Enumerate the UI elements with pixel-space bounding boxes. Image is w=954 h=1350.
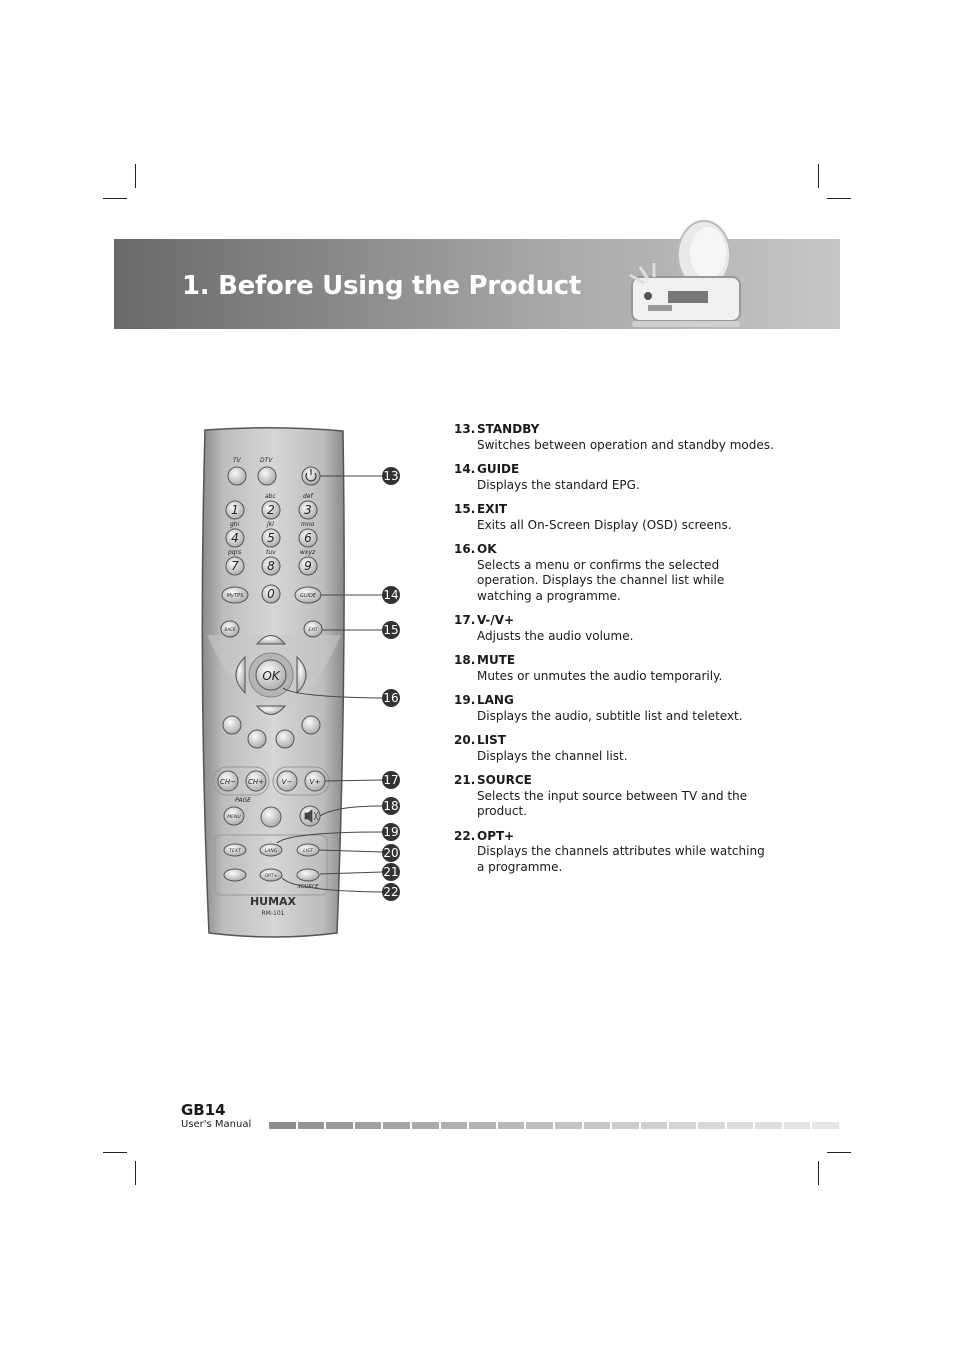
key-4: 4 (231, 531, 239, 545)
crop-mark (103, 198, 127, 199)
manual-label: User's Manual (181, 1119, 252, 1130)
item-description: Displays the audio, subtitle list and teletext. (477, 708, 743, 723)
list-item (454, 693, 774, 724)
item-title: OK (477, 542, 497, 556)
opt-key-label: OPT+ (264, 874, 278, 879)
key-ghi-label: ghi (230, 521, 240, 528)
item-title: GUIDE (477, 462, 520, 476)
item-number: 18. (454, 653, 476, 667)
key-1: 1 (231, 503, 239, 517)
item-description: Mutes or unmutes the audio temporarily. (477, 668, 723, 683)
ch-minus-key-label: CH− (219, 778, 237, 786)
list-key-label: LIST (303, 849, 313, 854)
item-description: Selects a menu or confirms the selected operation. Displays the channel list while watching a programme. (477, 557, 725, 603)
list-item (454, 422, 774, 453)
item-number: 19. (454, 693, 476, 707)
tv-key-label: TV (233, 457, 241, 464)
crop-mark (827, 198, 851, 199)
model-label: RM-101 (261, 910, 285, 917)
key-jkl-label: jkl (267, 521, 274, 528)
item-description: Selects the input source between TV and the product. (477, 788, 748, 818)
mytps-key-label: MyTPS (226, 593, 244, 599)
item-number: 21. (454, 773, 476, 787)
key-0: 0 (267, 587, 275, 601)
menu-key-label: MENU (227, 815, 241, 820)
callout-22: 22 (383, 885, 399, 899)
key-7: 7 (231, 559, 239, 573)
item-number: 16. (454, 542, 476, 556)
ok-key-label: OK (262, 669, 280, 683)
footer-gradient-bar (269, 1122, 839, 1129)
key-tuv-label: tuv (266, 549, 276, 556)
info-icon (261, 807, 281, 827)
list-item (454, 462, 774, 493)
item-description: Switches between operation and standby modes. (477, 437, 774, 452)
list-item (454, 542, 774, 604)
key-6: 6 (304, 531, 312, 545)
item-title: SOURCE (477, 773, 532, 787)
item-title: LIST (477, 733, 506, 747)
key-3: 3 (304, 503, 312, 517)
item-title: V-/V+ (477, 613, 515, 627)
brand-logo: HUMAX (249, 895, 297, 908)
source-key-label: SOURCE (297, 884, 319, 890)
list-item (454, 613, 774, 644)
callout-18: 18 (383, 799, 399, 813)
crop-mark (818, 164, 819, 188)
item-number: 14. (454, 462, 476, 476)
button-description-list (454, 422, 774, 884)
key-abc-label: abc (265, 493, 276, 500)
item-number: 17. (454, 613, 476, 627)
callout-17: 17 (383, 773, 399, 787)
lang-key-label: LANG (264, 849, 278, 854)
list-item (454, 773, 774, 820)
key-2: 2 (267, 503, 275, 517)
page-key-label: PAGE (235, 797, 251, 804)
callout-13: 13 (383, 469, 399, 483)
remote-control-illustration (195, 425, 415, 950)
item-title: LANG (477, 693, 514, 707)
item-number: 20. (454, 733, 476, 747)
item-description: Displays the channel list. (477, 748, 628, 763)
dtv-key-label: DTV (260, 457, 273, 464)
callout-15: 15 (383, 623, 399, 637)
key-wxyz-label: wxyz (300, 549, 316, 556)
item-number: 13. (454, 422, 476, 436)
callout-14: 14 (383, 588, 399, 602)
callout-16: 16 (383, 691, 399, 705)
crop-mark (135, 1161, 136, 1185)
list-item (454, 653, 774, 684)
item-title: MUTE (477, 653, 516, 667)
crop-mark (103, 1152, 127, 1153)
list-item (454, 502, 774, 533)
item-title: OPT+ (477, 828, 515, 843)
text-key-label: TEXT (229, 849, 241, 854)
item-number: 22. (454, 828, 476, 843)
item-number: 15. (454, 502, 476, 516)
item-description: Displays the standard EPG. (477, 477, 640, 492)
key-9: 9 (304, 559, 312, 573)
chapter-banner (114, 239, 840, 329)
page-title: 1. Before Using the Product (182, 271, 582, 301)
key-8: 8 (267, 559, 275, 573)
guide-key-label: GUIDE (299, 593, 317, 599)
key-mno-label: mno (301, 521, 315, 528)
list-item (454, 829, 774, 876)
item-description: Displays the channels attributes while watching a programme. (477, 844, 765, 874)
callout-20: 20 (383, 846, 399, 860)
key-5: 5 (267, 531, 275, 545)
key-pqrs-label: pqrs (228, 549, 242, 556)
crop-mark (135, 164, 136, 188)
list-item (454, 733, 774, 764)
page-number: GB14 (181, 1101, 226, 1119)
crop-mark (818, 1161, 819, 1185)
callout-21: 21 (383, 865, 399, 879)
exit-key-label: EXIT (308, 627, 318, 632)
item-title: EXIT (477, 502, 508, 516)
key-def-label: def (303, 493, 313, 500)
v-minus-key-label: V− (281, 778, 293, 786)
crop-mark (827, 1152, 851, 1153)
back-key-label: BACK (224, 627, 236, 632)
v-plus-key-label: V+ (309, 778, 321, 786)
callout-19: 19 (383, 825, 399, 839)
item-description: Exits all On-Screen Display (OSD) screens. (477, 517, 732, 532)
ch-plus-key-label: CH+ (247, 778, 265, 786)
item-title: STANDBY (477, 422, 540, 436)
set-top-box-illustration (624, 219, 754, 334)
item-description: Adjusts the audio volume. (477, 628, 634, 643)
